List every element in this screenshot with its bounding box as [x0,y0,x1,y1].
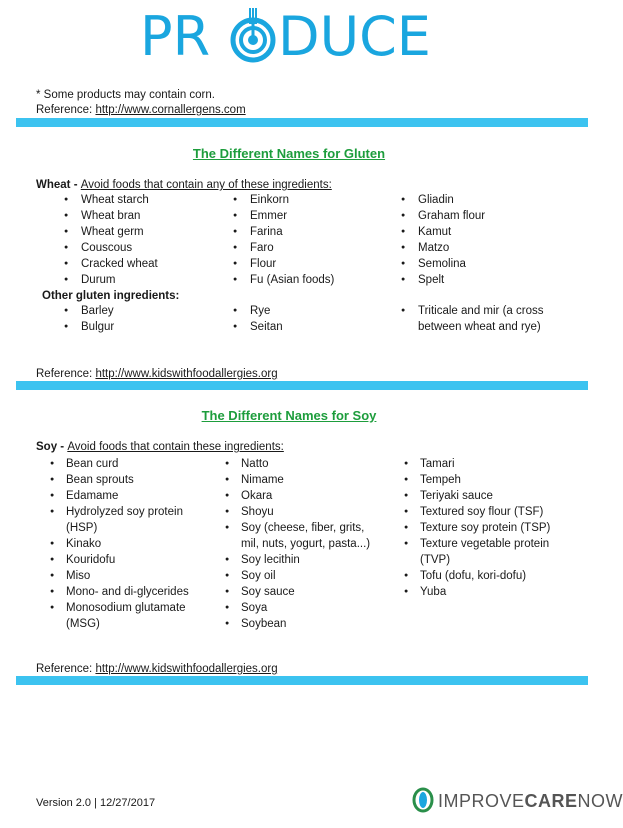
soy-col-3 [404,456,554,600]
list-item: ● Bulgur [64,319,224,335]
list-item: ● Monosodium glutamate (MSG) [50,600,200,632]
corn-note: * Some products may contain corn. [36,89,215,101]
list-item: ● Seitan [233,319,393,335]
other-gluten-col-3 [401,303,551,335]
version-text: Version 2.0 | 12/27/2017 [36,797,156,809]
logo-letters: PR DUCE [140,5,431,68]
list-item: ● Emmer [233,208,393,224]
gluten-col-2 [233,192,393,288]
list-item: ● Matzo [401,240,561,256]
other-gluten-col-2 [233,303,393,335]
list-item: ● Wheat starch [64,192,224,208]
list-item: ● Flour [233,256,393,272]
list-item: ● Nimame [225,472,380,488]
list-item: ● Tofu (dofu, kori-dofu) [404,568,554,584]
list-item: ● Kamut [401,224,561,240]
gluten-section-title: The Different Names for Gluten [192,146,386,161]
brand-part-2: CARE [524,791,578,811]
list-item: ● Spelt [401,272,561,288]
list-item: ● Wheat bran [64,208,224,224]
soy-reference-label: Reference: [36,663,96,675]
list-item: ● Tamari [404,456,554,472]
gluten-intro [36,178,332,192]
list-item: ● Einkorn [233,192,393,208]
soy-section-title: The Different Names for Soy [201,408,377,423]
soy-reference [36,662,278,676]
list-item: ● Soybean [225,616,380,632]
list-item: ● Soy lecithin [225,552,380,568]
list-item: ● Faro [233,240,393,256]
list-item: ● Shoyu [225,504,380,520]
list-item: ● Rye [233,303,393,319]
gluten-intro-text: Avoid foods that contain any of these ingredients: [80,179,332,191]
list-item: ● Farina [233,224,393,240]
divider-bar-2 [16,381,588,390]
list-item: ● Okara [225,488,380,504]
list-item: ● Tempeh [404,472,554,488]
improvecarenow-mark-icon [412,788,434,812]
improvecarenow-logo [412,788,623,812]
list-item: ● Soy sauce [225,584,380,600]
list-item: ● Kinako [50,536,200,552]
list-item: ● Bean sprouts [50,472,200,488]
corn-reference [36,103,246,117]
list-item: ● Soy (cheese, fiber, grits, mil, nuts, yogurt, pasta...) [225,520,380,552]
list-item: ● Triticale and mir (a cross between wheat and rye) [401,303,551,335]
divider-bar-3 [16,676,588,685]
soy-intro-label: Soy - [36,441,68,453]
list-item: ● Hydrolyzed soy protein (HSP) [50,504,200,536]
other-gluten-label: Other gluten ingredients: [42,290,180,302]
soy-col-2 [225,456,380,632]
gluten-col-3 [401,192,561,288]
list-item: ● Fu (Asian foods) [233,272,393,288]
list-item: ● Textured soy flour (TSF) [404,504,554,520]
list-item: ● Mono- and di-glycerides [50,584,200,600]
list-item: ● Texture soy protein (TSP) [404,520,554,536]
list-item: ● Natto [225,456,380,472]
list-item: ● Couscous [64,240,224,256]
brand-part-1: IMPROVE [438,791,525,811]
list-item: ● Durum [64,272,224,288]
gluten-reference [36,367,278,381]
list-item: ● Soya [225,600,380,616]
divider-bar-1 [16,118,588,127]
list-item: ● Semolina [401,256,561,272]
other-gluten-col-1 [64,303,224,335]
produce-logo [140,6,440,68]
list-item: ● Barley [64,303,224,319]
soy-intro-text: Avoid foods that contain these ingredients: [67,441,284,453]
list-item: ● Wheat germ [64,224,224,240]
list-item: ● Texture vegetable protein (TVP) [404,536,554,568]
list-item: ● Miso [50,568,200,584]
gluten-intro-label: Wheat - [36,179,81,191]
list-item: ● Yuba [404,584,554,600]
gluten-reference-link[interactable]: http://www.kidswithfoodallergies.org [95,368,278,380]
soy-intro [36,440,284,454]
gluten-reference-label: Reference: [36,368,96,380]
soy-reference-link[interactable]: http://www.kidswithfoodallergies.org [95,663,278,675]
list-item: ● Kouridofu [50,552,200,568]
list-item: ● Graham flour [401,208,561,224]
corn-reference-link[interactable]: http://www.cornallergens.com [95,104,246,116]
corn-reference-label: Reference: [36,104,96,116]
list-item: ● Bean curd [50,456,200,472]
gluten-col-1 [64,192,224,288]
list-item: ● Cracked wheat [64,256,224,272]
list-item: ● Soy oil [225,568,380,584]
brand-part-3: NOW [577,791,623,811]
list-item: ● Gliadin [401,192,561,208]
soy-col-1 [50,456,200,632]
list-item: ● Edamame [50,488,200,504]
improvecarenow-wordmark [438,791,623,812]
list-item: ● Teriyaki sauce [404,488,554,504]
